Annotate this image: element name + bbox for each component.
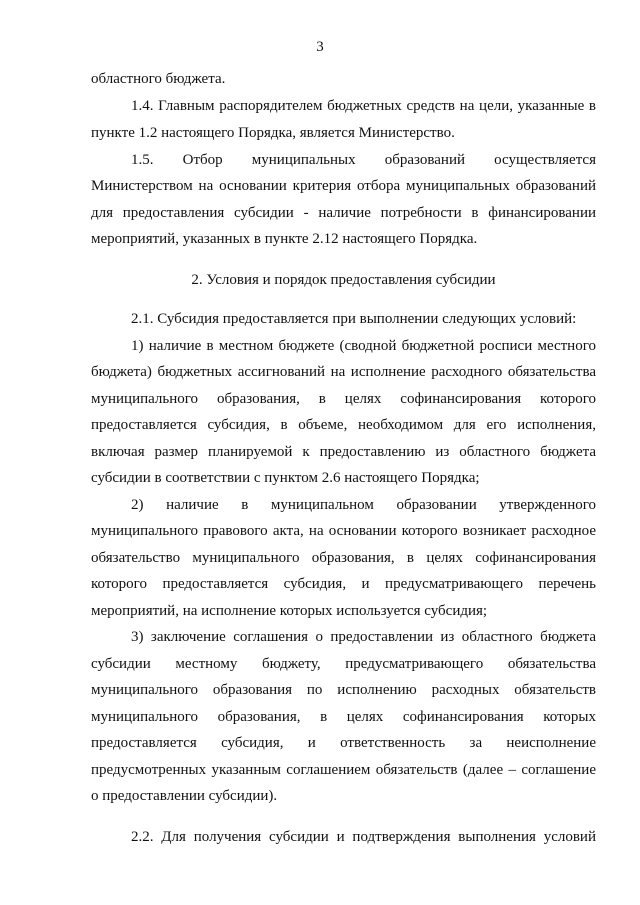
section-heading: 2. Условия и порядок предоставления субсидии	[191, 272, 496, 288]
text-line: субсидии в соответствии с пунктом 2.6 настоящего Порядка;	[91, 470, 480, 486]
text-line: муниципального правового акта, на основании которого возникает расходное	[91, 523, 596, 539]
text-line: 1) наличие в местном бюджете (сводной бюджетной росписи местного	[131, 338, 596, 354]
text-line: для предоставления субсидии - наличие потребности в финансировании	[91, 205, 596, 221]
text-line: мероприятий, указанных в пункте 2.12 настоящего Порядка.	[91, 231, 478, 247]
text-line: предусмотренных указанным соглашением обязательств (далее – соглашение	[91, 762, 596, 778]
text-line: Министерством на основании критерия отбора муниципальных образований	[91, 178, 596, 194]
text-line: областного бюджета.	[91, 71, 226, 87]
text-line: обязательство муниципального образования, в целях софинансирования	[91, 550, 596, 566]
text-line: муниципального образования по исполнению расходных обязательств	[91, 682, 596, 698]
text-line: муниципального образования, в целях софинансирования которых	[91, 709, 596, 725]
text-line: которого предоставляется субсидия, и предусматривающего перечень	[91, 576, 596, 592]
text-line: мероприятий, на исполнение которых используется субсидия;	[91, 603, 488, 619]
text-line: 2.1. Субсидия предоставляется при выполнении следующих условий:	[131, 311, 577, 327]
text-line: 2) наличие в муниципальном образовании утвержденного	[131, 497, 596, 513]
text-line: включая размер планируемой к предоставлению из областного бюджета	[91, 444, 596, 460]
text-line: пункте 1.2 настоящего Порядка, является Министерство.	[91, 125, 455, 141]
text-line: 1.4. Главным распорядителем бюджетных средств на цели, указанные в	[131, 98, 596, 114]
text-line: 3) заключение соглашения о предоставлении из областного бюджета	[131, 629, 596, 645]
text-line: предоставляется субсидия, и ответственность за неисполнение	[91, 735, 596, 751]
text-line: 2.2. Для получения субсидии и подтверждения выполнения условий	[131, 829, 596, 845]
text-line: бюджета) бюджетных ассигнований на исполнение расходного обязательства	[91, 364, 596, 380]
text-line: 1.5. Отбор муниципальных образований осуществляется	[131, 152, 596, 168]
text-line: о предоставлении субсидии).	[91, 788, 278, 804]
text-line: субсидии местному бюджету, предусматривающего обязательства	[91, 656, 596, 672]
page-number: 3	[316, 39, 324, 55]
text-line: предоставляется субсидия, в объеме, необходимом для его исполнения,	[91, 417, 596, 433]
text-line: муниципального образования, в целях софинансирования которого	[91, 391, 596, 407]
